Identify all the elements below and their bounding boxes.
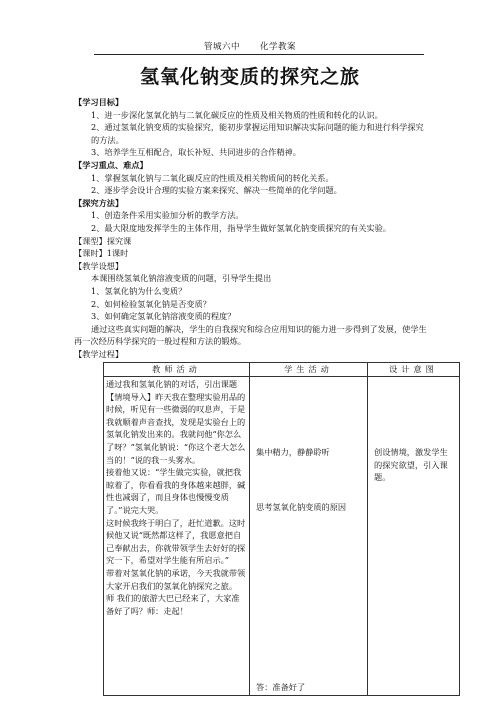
goals-heading: 【学习目标】 [74, 97, 124, 107]
student-line: 思考氢氧化钠变质的原因 [256, 501, 347, 512]
process-heading: 【教学过程】 [74, 348, 124, 359]
goal-item: 2、通过氢氧化钠变质的实验探究，能初步掌握运用知识解决实际问题的能力和进行科学探究的方法。 [91, 122, 424, 145]
goal-item: 3、培养学生互相配合，取长补短、共同进步的合作精神。 [91, 147, 301, 158]
keypoint-item: 2、逐步学会设计合理的实验方案来探究、解决一些简单的化学问题。 [91, 185, 342, 196]
teacher-line: 接着他又说：“学生做完实验，就把我晾着了，你看看我的身体越来越胖，碱性也减弱了，而且身体也慢慢变质了。”说完大哭。 [106, 467, 246, 515]
student-line: 答：准备好了 [256, 682, 306, 693]
process-table [103, 362, 460, 696]
design-intent-cell [368, 377, 460, 696]
col-student-activity: 学生活动 [250, 363, 368, 377]
assumption-summary: 通过这些真实问题的解决，学生的自我探究和综合应用知识的能力进一步得到了发展，使学生再一次经历科学探究的一般过程和方法的锻炼。 [74, 323, 427, 347]
school-name: 管城六中 [203, 42, 240, 52]
teacher-line: 带着对氢氧化钠的承诺，今天我就带领大家开启我们的氢氧化钠探究之旅。 [106, 567, 246, 591]
table-row [104, 377, 460, 696]
design-text: 创设情境，激发学生的探究欲望，引入课题。 [374, 447, 448, 483]
col-design-intent: 设计意图 [368, 363, 460, 377]
method-item: 1、创造条件采用实验加分析的教学方法。 [91, 210, 244, 221]
page-title: 氢氧化钠变质的探究之旅 [139, 66, 360, 88]
lesson-body [74, 96, 430, 360]
course-hours: 【课时】1课时 [74, 248, 129, 259]
page-header [0, 40, 500, 52]
header-divider [94, 54, 424, 55]
keypoint-item: 1、掌握氢氧化钠与二氧化碳反应的性质及相关物质间的转化关系。 [91, 172, 334, 183]
teacher-line: 通过我和氢氧化钠的对话，引出课题 [106, 379, 238, 389]
student-line: 集中精力，静静聆听 [256, 447, 330, 457]
assumption-intro: 本课围绕氢氧化钠溶液变质的问题，引导学生提出 [91, 273, 272, 284]
teacher-activity-cell [104, 377, 250, 696]
assumption-question: 2、如何检验氢氧化钠是否变质？ [91, 298, 211, 309]
assumption-question: 3、如何确定氢氧化钠溶液变质的程度？ [91, 311, 236, 322]
student-activity-cell [250, 377, 368, 696]
teacher-line: 这时候我终于明白了，赶忙道歉。这时候他又说“既然都这样了，我愿意把自己奉献出去，你就带领学生去好好的探究一下，希望对学生能有所启示。” [106, 517, 246, 566]
methods-heading: 【探究方法】 [74, 197, 124, 208]
teacher-line: 师 我们的旅游大巴已经来了，大家准备好了吗？师：走起！ [106, 593, 240, 616]
assumption-question: 1、氢氧化钠为什么变质？ [91, 285, 187, 296]
method-item: 2、最大限度地发挥学生的主体作用，指导学生做好氢氧化钠变质探究的有关实验。 [91, 222, 391, 233]
goal-item: 1、进一步深化氢氧化钠与二氧化碳反应的性质及相关物质的性质和转化的认识。 [91, 109, 383, 120]
teacher-line: 【情境导入】昨天我在整理实验用品的时候，听见有一些微弱的叹息声，于是我就顺着声音查找，发现是实验台上的氢氧化钠发出来的。我就问他“你怎么了呀？”氢氧化钠说：“你这个老大怎么当的！”说的我一头雾水。 [106, 391, 246, 465]
course-type: 【课型】探究课 [74, 235, 132, 246]
keypoints-heading: 【学习重点、难点】 [74, 159, 148, 170]
col-teacher-activity: 教师活动 [104, 363, 250, 377]
doc-type: 化学教案 [260, 42, 297, 52]
table-header-row [104, 363, 460, 377]
assumption-heading: 【教学设想】 [74, 260, 124, 271]
